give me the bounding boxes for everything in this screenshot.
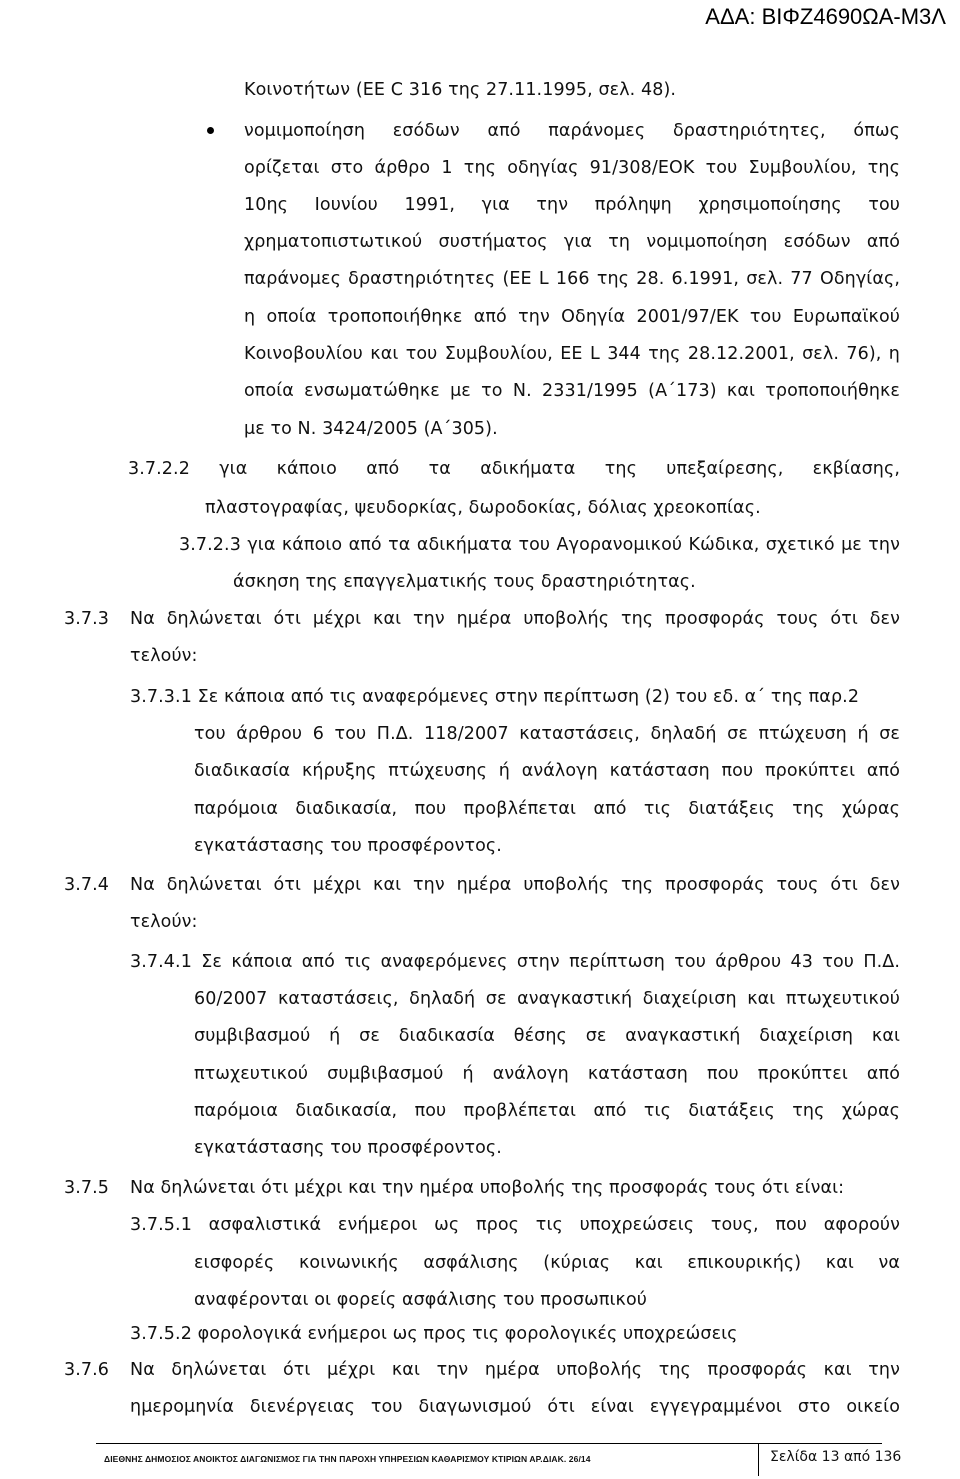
text-line: πλαστογραφίας, ψευδορκίας, δωροδοκίας, δόλιας χρεοκοπίας. (205, 498, 761, 518)
footer-separator (758, 1443, 759, 1476)
section-3-7-5-text: Να δηλώνεται ότι μέχρι και την ημέρα υποβολής της προσφοράς τους ότι είναι: (130, 1178, 845, 1198)
section-number: 3.7.3 (64, 609, 110, 629)
text-line: τελούν: (130, 912, 198, 932)
text-line: πτωχευτικού συμβιβασμού ή ανάλογη κατάσταση που προκύπτει από (194, 1064, 900, 1084)
text-line: εγκατάστασης του προσφέροντος. (194, 1138, 502, 1158)
clause-3-7-2-3: 3.7.2.3 για κάποιο από τα αδικήματα του Αγορανομικού Κώδικα, σχετικό με την (179, 535, 900, 555)
clause-3-7-2-2: 3.7.2.2 για κάποιο από τα αδικήματα της υπεξαίρεσης, εκβίασης, (128, 459, 900, 479)
text-line: χρηματοπιστωτικού συστήματος για τη νομιμοποίηση εσόδων από (244, 232, 900, 252)
ada-code: ΑΔΑ: ΒΙΦΖ4690ΩΑ-Μ3Λ (705, 4, 946, 29)
text-line: Κοινοτήτων (ΕΕ C 316 της 27.11.1995, σελ. 48). (244, 80, 677, 100)
text-line: με το Ν. 3424/2005 (Α΄305). (244, 419, 498, 439)
section-3-7-4-text: Να δηλώνεται ότι μέχρι και την ημέρα υποβολής της προσφοράς τους ότι δεν (130, 875, 900, 895)
clause-3-7-5-2: 3.7.5.2 φορολογικά ενήμεροι ως προς τις φορολογικές υποχρεώσεις (130, 1324, 738, 1344)
clause-3-7-5-1: 3.7.5.1 ασφαλιστικά ενήμεροι ως προς τις υποχρεώσεις τους, που αφορούν (130, 1215, 900, 1235)
section-number: 3.7.5 (64, 1178, 110, 1198)
bullet-marker (207, 127, 214, 134)
page-number: Σελίδα 13 από 136 (770, 1449, 902, 1465)
text-line: η οποία τροποποιήθηκε από την Οδηγία 2001/97/ΕΚ του Ευρωπαϊκού (244, 307, 900, 327)
text-line: αναφέρονται οι φορείς ασφάλισης του προσωπικού (194, 1290, 647, 1310)
text-line: εγκατάστασης του προσφέροντος. (194, 836, 502, 856)
text-line: εισφορές κοινωνικής ασφάλισης (κύριας και επικουρικής) και να (194, 1253, 900, 1273)
text-line: ορίζεται στο άρθρο 1 της οδηγίας 91/308/ΕΟΚ του Συμβουλίου, της (244, 158, 900, 178)
text-line: Κοινοβουλίου και του Συμβουλίου, ΕΕ L 344 της 28.12.2001, σελ. 76), η (244, 344, 900, 364)
section-number: 3.7.6 (64, 1360, 110, 1380)
footer-title: ΔΙΕΘΝΗΣ ΔΗΜΟΣΙΟΣ ΑΝΟΙΚΤΟΣ ΔΙΑΓΩΝΙΣΜΟΣ ΓΙΑ ΤΗΝ ΠΑΡΟΧΗ ΥΠΗΡΕΣΙΩΝ ΚΑΘΑΡΙΣΜΟΥ ΚΤΙΡΙΩΝ ΑΡ.ΔΙΑΚ. 26/14 (104, 1454, 591, 1464)
text-line: διαδικασία κήρυξης πτώχευσης ή ανάλογη κατάσταση που προκύπτει από (194, 761, 900, 781)
text-line: 10ης Ιουνίου 1991, για την πρόληψη χρησιμοποίησης του (244, 195, 900, 215)
text-line: νομιμοποίηση εσόδων από παράνομες δραστηριότητες, όπως (244, 121, 900, 141)
text-line: τελούν: (130, 646, 198, 666)
section-3-7-6-text: Να δηλώνεται ότι μέχρι και την ημέρα υποβολής της προσφοράς και την (130, 1360, 900, 1380)
text-line: παρόμοια διαδικασία, που προβλέπεται από τις διατάξεις της χώρας (194, 799, 900, 819)
footer-rule (96, 1443, 882, 1444)
text-line: ημερομηνία διενέργειας του διαγωνισμού ότι είναι εγγεγραμμένοι στο οικείο (130, 1397, 900, 1417)
text-line: άσκηση της επαγγελματικής τους δραστηριότητας. (233, 572, 696, 592)
section-3-7-3-text: Να δηλώνεται ότι μέχρι και την ημέρα υποβολής της προσφοράς τους ότι δεν (130, 609, 900, 629)
clause-3-7-3-1: 3.7.3.1 Σε κάποια από τις αναφερόμενες στην περίπτωση (2) του εδ. α΄ της παρ.2 (130, 687, 860, 707)
clause-3-7-4-1: 3.7.4.1 Σε κάποια από τις αναφερόμενες στην περίπτωση του άρθρου 43 του Π.Δ. (130, 952, 900, 972)
text-line: παράνομες δραστηριότητες (ΕΕ L 166 της 28. 6.1991, σελ. 77 Οδηγίας, (244, 269, 900, 289)
text-line: του άρθρου 6 του Π.Δ. 118/2007 καταστάσεις, δηλαδή σε πτώχευση ή σε (194, 724, 900, 744)
section-number: 3.7.4 (64, 875, 110, 895)
text-line: παρόμοια διαδικασία, που προβλέπεται από τις διατάξεις της χώρας (194, 1101, 900, 1121)
text-line: συμβιβασμού ή σε διαδικασία θέσης σε αναγκαστική διαχείριση και (194, 1026, 900, 1046)
text-line: 60/2007 καταστάσεις, δηλαδή σε αναγκαστική διαχείριση και πτωχευτικού (194, 989, 900, 1009)
text-line: οποία ενσωματώθηκε με το Ν. 2331/1995 (Α΄173) και τροποποιήθηκε (244, 381, 900, 401)
